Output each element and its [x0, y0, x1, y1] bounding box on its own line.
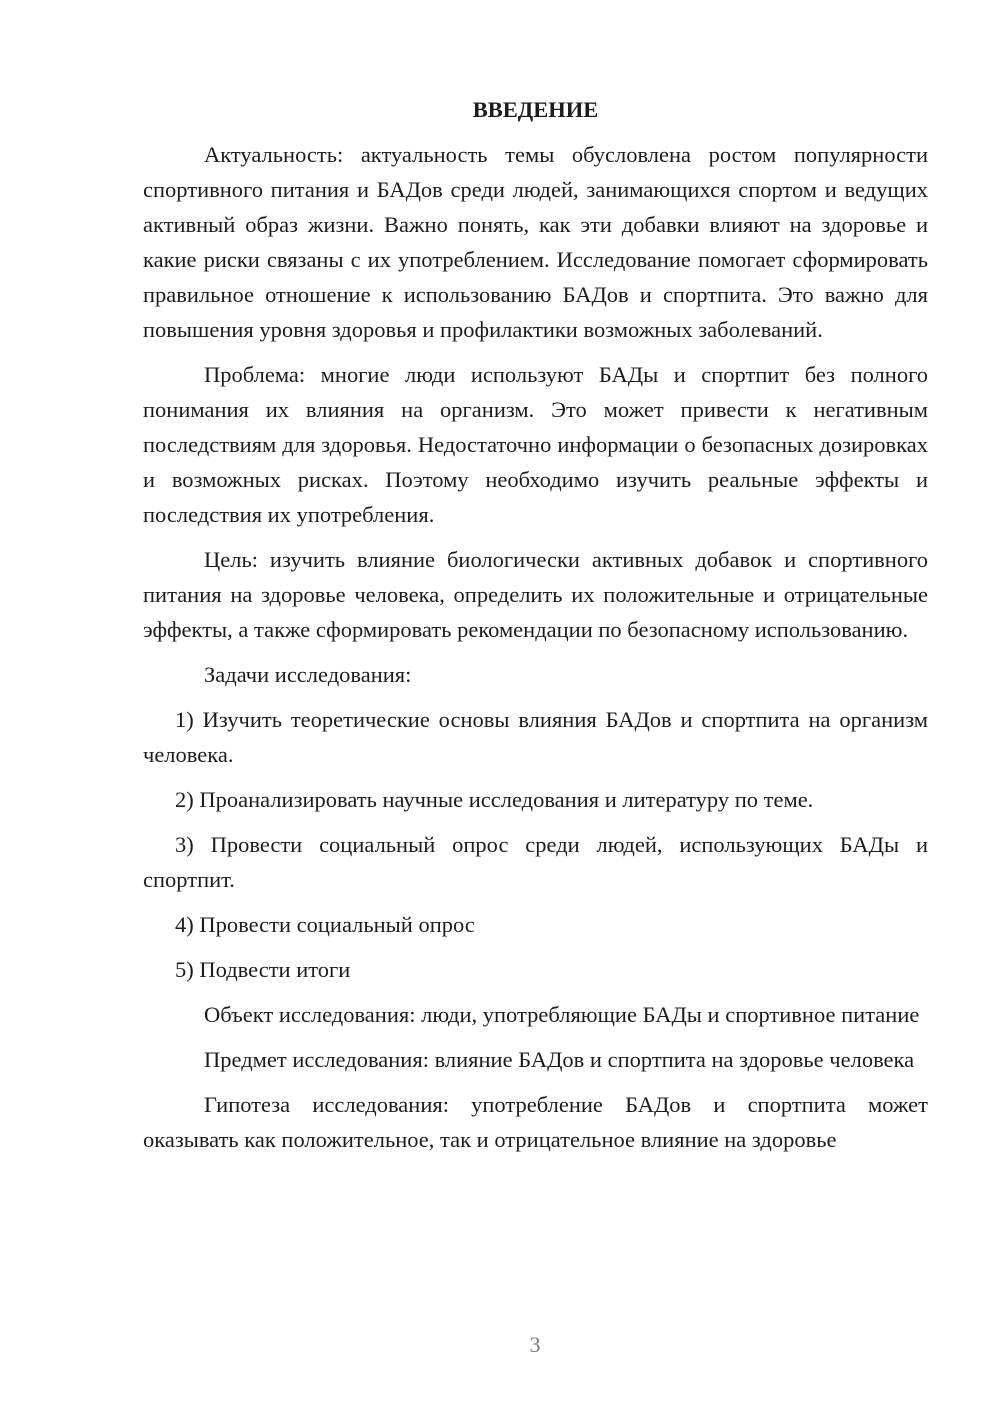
- relevance-paragraph: Актуальность: актуальность темы обусловлена ростом популярности спортивного питания и БАДов среди людей, занимающихся спортом и ведущих активный образ жизни. Важно понять, как эти добавки влияют на здоровье и какие риски связаны с их употреблением. Исследование помогает сформировать правильное отношение к использованию БАДов и спортпита. Это важно для повышения уровня здоровья и профилактики возможных заболеваний.: [143, 142, 928, 342]
- page-number: 3: [529, 1332, 541, 1357]
- task-item-2: 2) Проанализировать научные исследования и литературу по теме.: [175, 787, 814, 812]
- problem-paragraph: Проблема: многие люди используют БАДы и спортпит без полного понимания их влияния на организм. Это может привести к негативным последствиям для здоровья. Недостаточно информации о безопасных дозировках и возможных рисках. Поэтому необходимо изучить реальные эффекты и последствия их употребления.: [143, 362, 928, 527]
- page-content: [143, 92, 928, 1167]
- task-item-3: 3) Провести социальный опрос среди людей, использующих БАДы и спортпит.: [143, 832, 928, 892]
- tasks-heading: Задачи исследования:: [204, 662, 412, 687]
- page-title: ВВЕДЕНИЕ: [472, 97, 599, 122]
- task-item-4: 4) Провести социальный опрос: [175, 912, 475, 937]
- task-item-1: 1) Изучить теоретические основы влияния БАДов и спортпита на организм человека.: [143, 707, 928, 767]
- task-item-5: 5) Подвести итоги: [175, 957, 351, 982]
- hypothesis-paragraph: Гипотеза исследования: употребление БАДов и спортпита может оказывать как положительное, так и отрицательное влияние на здоровье: [143, 1092, 928, 1152]
- subject-paragraph: Предмет исследования: влияние БАДов и спортпита на здоровье человека: [204, 1047, 915, 1072]
- object-paragraph: Объект исследования: люди, употребляющие БАДы и спортивное питание: [204, 1002, 920, 1027]
- goal-paragraph: Цель: изучить влияние биологически активных добавок и спортивного питания на здоровье человека, определить их положительные и отрицательные эффекты, а также сформировать рекомендации по безопасному использованию.: [143, 547, 928, 642]
